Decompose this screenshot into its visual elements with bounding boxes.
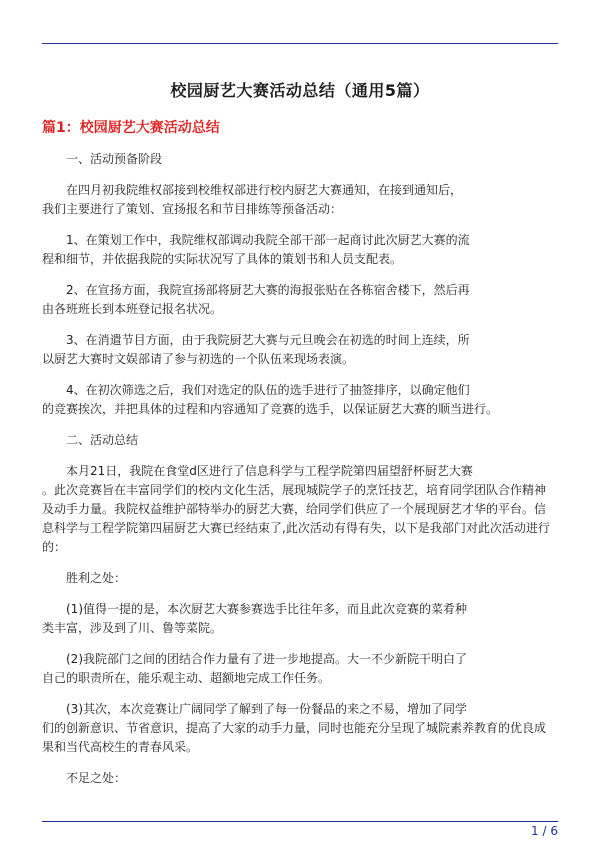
paragraph	[42, 231, 558, 269]
paragraph	[42, 650, 558, 688]
paragraph-line: 类丰富，涉及到了川、鲁等菜院。	[42, 621, 223, 635]
paragraph	[42, 181, 558, 219]
paragraph-line: 以厨艺大赛时文娱部请了参与初选的一个队伍来现场表演。	[42, 352, 355, 366]
paragraph-line: 二、活动总结	[66, 433, 139, 447]
paragraph-line: 程和细节，并依据我院的实际状况写了具体的策划书和人员支配表。	[42, 252, 403, 266]
paragraph-line: 胜利之处：	[66, 571, 127, 585]
paragraph-line: 及动手力量。我院权益维护部特举办的厨艺大赛，给同学们供应了一个展现厨艺才华的平台。信	[42, 502, 547, 516]
paragraph-line: 们的创新意识、节省意识，提高了大家的动手力量，同时也能充分呈现了城院素养教育的优良成	[42, 721, 547, 735]
paragraph-line: (3)其次，本次竞赛让广阔同学了解到了每一份餐品的来之不易，增加了同学	[66, 702, 468, 716]
paragraph-line: 本月21日，我院在食堂d区进行了信息科学与工程学院第四届望舒杯厨艺大赛	[66, 464, 473, 478]
page-number: 1 / 6	[531, 824, 558, 838]
section-title: 篇1：校园厨艺大赛活动总结	[42, 120, 220, 136]
paragraph	[42, 700, 558, 757]
header-rule	[42, 43, 558, 44]
paragraph	[42, 431, 558, 450]
paragraph-line: 我们主要进行了策划、宣扬报名和节目排练等预备活动：	[42, 202, 343, 216]
document-title: 校园厨艺大赛活动总结（通用5篇）	[170, 81, 430, 100]
document-body	[42, 150, 558, 800]
paragraph-line: 自己的职责所在，能乐观主动、超额地完成工作任务。	[42, 671, 331, 685]
paragraph	[42, 381, 558, 419]
paragraph-line: 。此次竞赛旨在丰富同学们的校内文化生活，展现城院学子的烹饪技艺，培育同学团队合作精神	[42, 483, 547, 497]
paragraph-line: 的竞赛挨次，并把具体的过程和内容通知了竞赛的选手，以保证厨艺大赛的顺当进行。	[42, 402, 499, 416]
paragraph-line: 3、在消遣节目方面，由于我院厨艺大赛与元旦晚会在初选的时间上连续，所	[66, 333, 470, 347]
paragraph-line: 1、在策划工作中，我院维权部调动我院全部干部一起商讨此次厨艺大赛的流	[66, 233, 470, 247]
paragraph	[42, 150, 558, 169]
paragraph-line: 一、活动预备阶段	[66, 152, 163, 166]
paragraph-line: (1)值得一提的是，本次厨艺大赛参赛选手比往年多，而且此次竞赛的菜肴种	[66, 602, 468, 616]
paragraph-line: 4、在初次筛选之后，我们对选定的队伍的选手进行了抽签排序，以确定他们	[66, 383, 470, 397]
paragraph-line: 息科学与工程学院第四届厨艺大赛已经结束了,此次活动有得有失，以下是我部门对此次活动进行	[42, 521, 550, 535]
footer-rule	[42, 821, 558, 822]
paragraph-line: 2、在宣扬方面，我院宣扬部将厨艺大赛的海报张贴在各栋宿舍楼下，然后再	[66, 283, 470, 297]
paragraph-line: (2)我院部门之间的团结合作力量有了进一步地提高。大一不少新院干明白了	[66, 652, 468, 666]
paragraph-line: 在四月初我院维权部接到校维权部进行校内厨艺大赛通知，在接到通知后，	[66, 183, 463, 197]
paragraph	[42, 331, 558, 369]
paragraph-line: 的：	[42, 540, 67, 554]
paragraph-line: 果和当代高校生的青春风采。	[42, 740, 199, 754]
paragraph	[42, 569, 558, 588]
paragraph	[42, 462, 558, 557]
paragraph	[42, 281, 558, 319]
paragraph	[42, 769, 558, 788]
paragraph	[42, 600, 558, 638]
paragraph-line: 由各班班长到本班登记报名状况。	[42, 302, 223, 316]
paragraph-line: 不足之处：	[66, 771, 127, 785]
